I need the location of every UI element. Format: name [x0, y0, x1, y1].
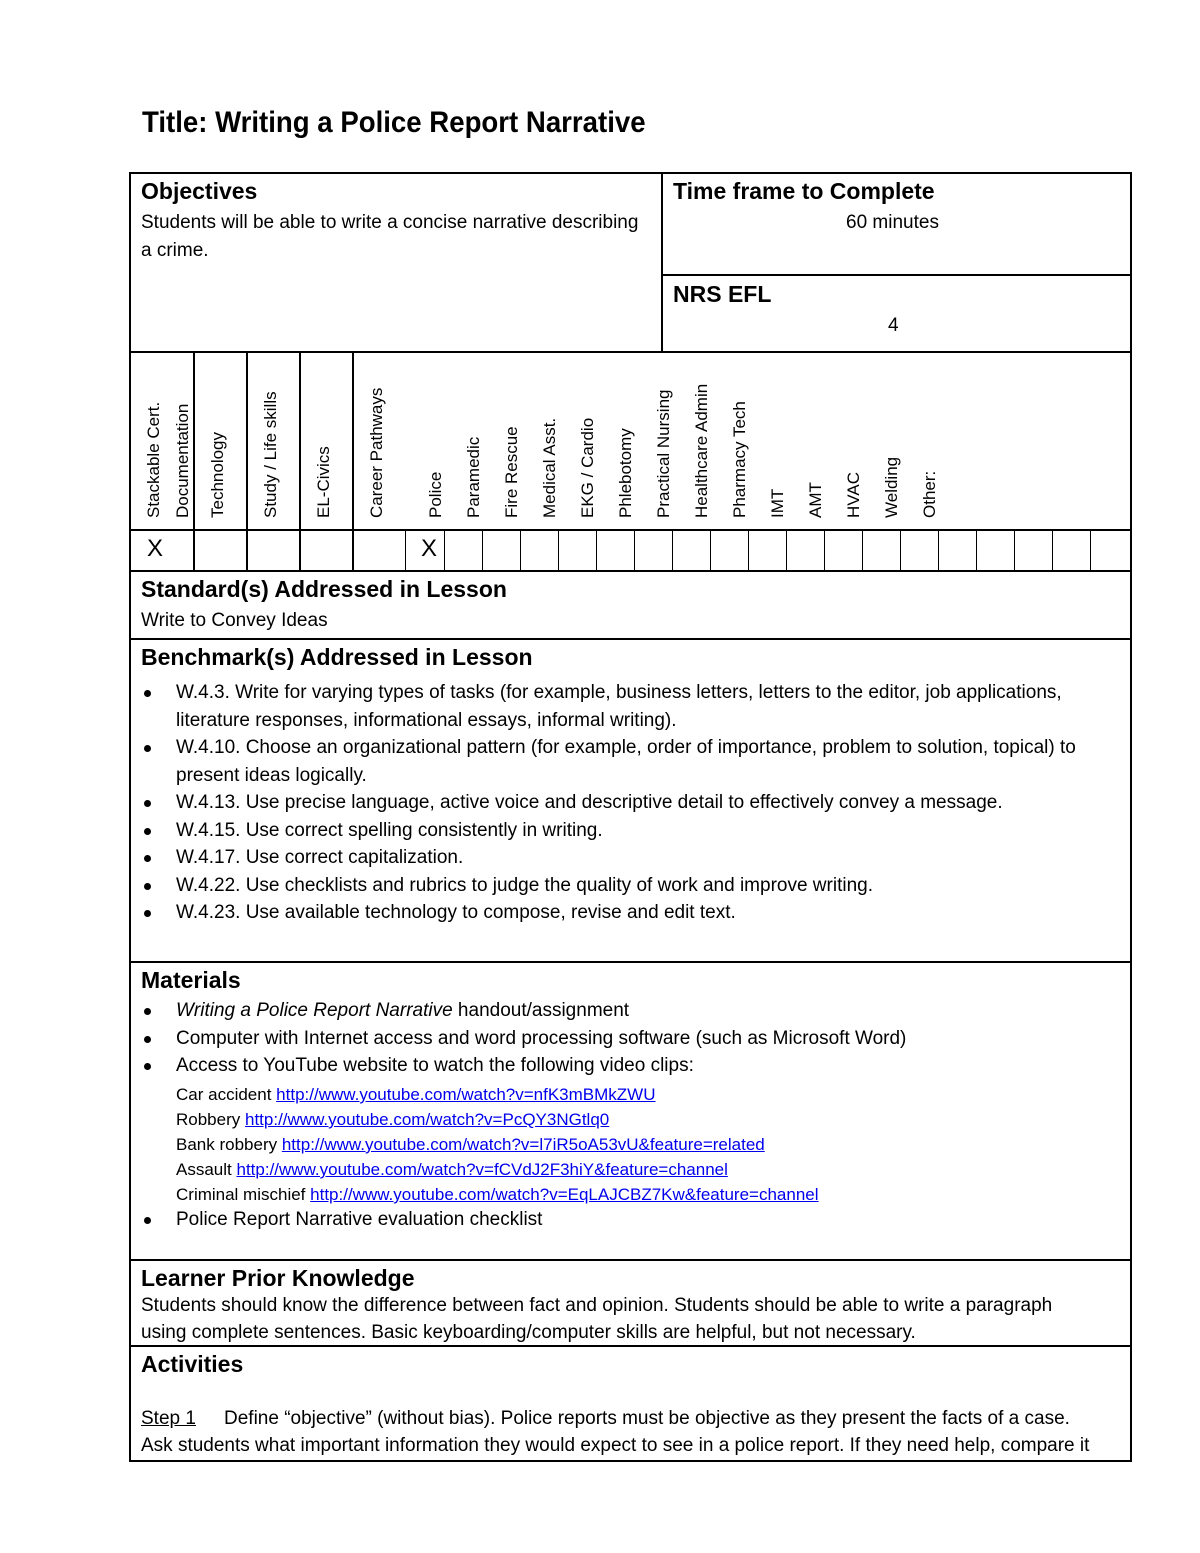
- list-item: Bank robbery http://www.youtube.com/watch?v=l7iR5oA53vU&feature=related: [176, 1135, 765, 1154]
- check-mark-stackable: X: [147, 535, 164, 562]
- category-welding: Welding: [882, 456, 901, 518]
- list-item: W.4.3. Write for varying types of tasks (for example, business letters, letters to the editor, job applications, literature responses, informational essays, informal writing).: [141, 679, 1131, 734]
- video-link[interactable]: http://www.youtube.com/watch?v=l7iR5oA53vU&feature=related: [281, 1135, 765, 1154]
- category-stackable-cert: Stackable Cert.: [144, 401, 163, 518]
- video-link[interactable]: http://www.youtube.com/watch?v=PcQY3NGtlq0: [244, 1110, 610, 1129]
- divider: [299, 352, 301, 570]
- nrs-value: 4: [888, 315, 899, 336]
- category-study-life-skills: Study / Life skills: [261, 391, 280, 518]
- materials-list: [141, 997, 1131, 1080]
- divider: [938, 530, 939, 570]
- materials-heading: Materials: [141, 967, 241, 993]
- divider: [405, 530, 406, 570]
- list-item: Robbery http://www.youtube.com/watch?v=PcQY3NGtlq0: [176, 1110, 610, 1129]
- category-police: Police: [426, 471, 445, 518]
- video-list: [176, 1082, 819, 1207]
- category-technology: Technology: [208, 431, 227, 518]
- divider: [246, 352, 248, 570]
- divider: [130, 638, 1131, 640]
- activities-heading: Activities: [141, 1351, 244, 1377]
- category-paramedic: Paramedic: [464, 436, 483, 518]
- prior-knowledge-text: using complete sentences. Basic keyboarding/computer skills are helpful, but not necessary.: [141, 1322, 916, 1343]
- list-item: Assault http://www.youtube.com/watch?v=fCVdJ2F3hiY&feature=channel: [176, 1160, 728, 1179]
- objectives-text: a crime.: [141, 240, 209, 261]
- divider: [786, 530, 787, 570]
- activities-text: Ask students what important information they would expect to see in a police report. If they need help, compare it: [141, 1435, 1090, 1456]
- divider: [596, 530, 597, 570]
- list-item: W.4.23. Use available technology to compose, revise and edit text.: [141, 899, 1131, 927]
- divider: [558, 530, 559, 570]
- divider: [130, 1259, 1131, 1261]
- benchmarks-heading: Benchmark(s) Addressed in Lesson: [141, 644, 533, 670]
- standards-heading: Standard(s) Addressed in Lesson: [141, 576, 507, 602]
- category-el-civics: EL-Civics: [314, 446, 333, 518]
- page-title: Title: Writing a Police Report Narrative: [142, 106, 646, 139]
- list-item: W.4.17. Use correct capitalization.: [141, 844, 1131, 872]
- divider: [672, 530, 673, 570]
- list-item: Computer with Internet access and word processing software (such as Microsoft Word): [141, 1025, 1131, 1053]
- category-career-pathways: Career Pathways: [367, 387, 386, 518]
- video-link[interactable]: http://www.youtube.com/watch?v=EqLAJCBZ7Kw&feature=channel: [310, 1185, 819, 1204]
- divider: [352, 352, 354, 570]
- divider: [661, 173, 663, 352]
- category-pharmacy-tech: Pharmacy Tech: [730, 401, 749, 518]
- divider: [482, 530, 483, 570]
- divider: [748, 530, 749, 570]
- divider: [862, 530, 863, 570]
- video-link[interactable]: http://www.youtube.com/watch?v=nfK3mBMkZWU: [276, 1085, 656, 1104]
- nrs-heading: NRS EFL: [673, 281, 772, 307]
- step-label: Step 1: [141, 1408, 196, 1429]
- divider: [1014, 530, 1015, 570]
- list-item: Car accident http://www.youtube.com/watch?v=nfK3mBMkZWU: [176, 1085, 656, 1104]
- divider: [130, 529, 1131, 531]
- divider: [824, 530, 825, 570]
- list-item: Writing a Police Report Narrative handout/assignment: [141, 997, 1131, 1025]
- divider: [976, 530, 977, 570]
- divider: [130, 961, 1131, 963]
- divider: [130, 351, 1131, 353]
- check-mark-police: X: [421, 535, 438, 562]
- divider: [1052, 530, 1053, 570]
- divider: [444, 530, 445, 570]
- category-practical-nursing: Practical Nursing: [654, 389, 673, 518]
- list-item: W.4.13. Use precise language, active voice and descriptive detail to effectively convey a message.: [141, 789, 1131, 817]
- category-hvac: HVAC: [844, 472, 863, 518]
- list-item: Criminal mischief http://www.youtube.com/watch?v=EqLAJCBZ7Kw&feature=channel: [176, 1185, 819, 1204]
- list-item: W.4.10. Choose an organizational pattern (for example, order of importance, problem to solution, topical) to present ideas logically.: [141, 734, 1131, 789]
- divider: [900, 530, 901, 570]
- objectives-text: Students will be able to write a concise narrative describing: [141, 212, 639, 233]
- standards-text: Write to Convey Ideas: [141, 610, 328, 631]
- divider: [130, 1345, 1131, 1347]
- category-imt: IMT: [768, 488, 787, 518]
- category-healthcare-admin: Healthcare Admin: [692, 383, 711, 518]
- category-amt: AMT: [806, 482, 825, 518]
- divider: [193, 352, 195, 570]
- timeframe-value: 60 minutes: [846, 212, 939, 233]
- list-item: W.4.15. Use correct spelling consistently in writing.: [141, 817, 1131, 845]
- divider: [710, 530, 711, 570]
- benchmark-list: [141, 679, 1131, 927]
- objectives-heading: Objectives: [141, 178, 258, 204]
- category-medical-asst: Medical Asst.: [540, 417, 559, 518]
- divider: [634, 530, 635, 570]
- divider: [130, 570, 1131, 572]
- category-phlebotomy: Phlebotomy: [616, 428, 635, 518]
- step-text: Define “objective” (without bias). Police reports must be objective as they present the facts of a case.: [224, 1408, 1070, 1429]
- list-item: W.4.22. Use checklists and rubrics to judge the quality of work and improve writing.: [141, 872, 1131, 900]
- divider: [520, 530, 521, 570]
- category-documentation: Documentation: [173, 403, 192, 518]
- category-ekg-cardio: EKG / Cardio: [578, 417, 597, 518]
- list-item: Police Report Narrative evaluation checklist: [141, 1206, 1131, 1234]
- divider: [662, 274, 1131, 276]
- category-other: Other:: [920, 470, 939, 518]
- divider: [1090, 530, 1091, 570]
- timeframe-heading: Time frame to Complete: [673, 178, 935, 204]
- prior-knowledge-heading: Learner Prior Knowledge: [141, 1265, 415, 1291]
- materials-list: [141, 1206, 1131, 1234]
- video-link[interactable]: http://www.youtube.com/watch?v=fCVdJ2F3hiY&feature=channel: [236, 1160, 728, 1179]
- category-fire-rescue: Fire Rescue: [502, 426, 521, 518]
- list-item: Access to YouTube website to watch the following video clips:: [141, 1052, 1131, 1080]
- prior-knowledge-text: Students should know the difference between fact and opinion. Students should be able to write a paragraph: [141, 1295, 1053, 1316]
